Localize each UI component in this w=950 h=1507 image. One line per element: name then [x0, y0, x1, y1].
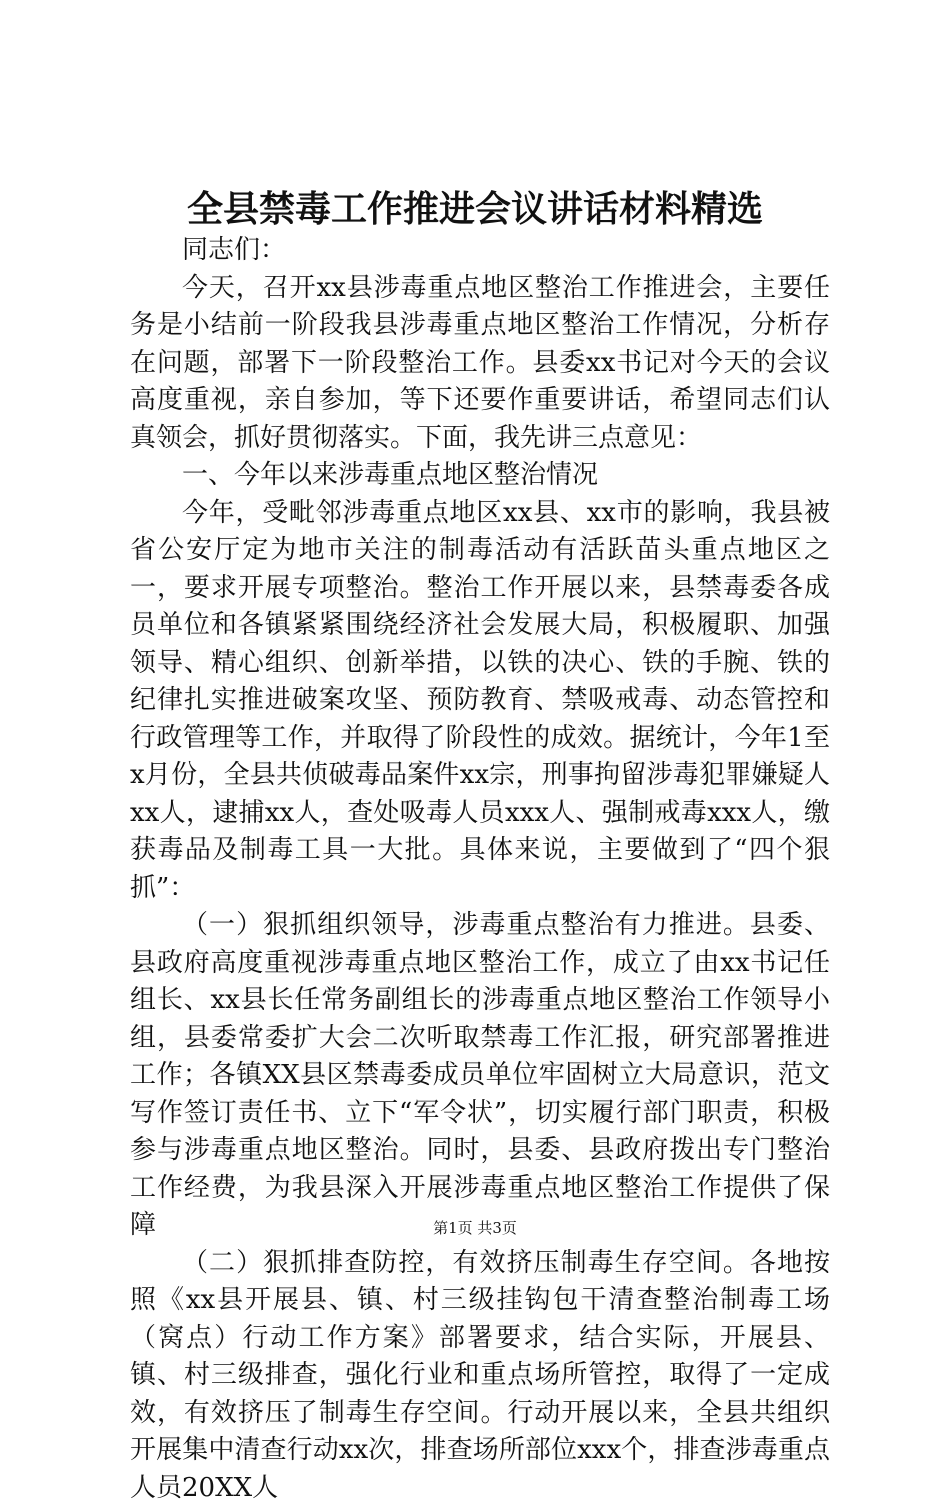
situation-paragraph: 今年，受毗邻涉毒重点地区xx县、xx市的影响，我县被省公安厅定为地市关注的制毒活动有活跃苗头重点地区之一，要求开展专项整治。整治工作开展以来，县禁毒委各成员单位和各镇紧紧围绕经济社会发展大局，积极履职、加强领导、精心组织、创新举措，以铁的决心、铁的手腕、铁的纪律扎实推进破案攻坚、预防教育、禁吸戒毒、动态管控和行政管理等工作，并取得了阶段性的成效。据统计，今年1至x月份，全县共侦破毒品案件xx宗，刑事拘留涉毒犯罪嫌疑人xx人，逮捕xx人，查处吸毒人员xxx人、强制戒毒xxx人，缴获毒品及制毒工具一大批。具体来说，主要做到了“四个狠抓”： — [130, 495, 830, 908]
item-one-paragraph: （一）狠抓组织领导，涉毒重点整治有力推进。县委、县政府高度重视涉毒重点地区整治工作，成立了由xx书记任组长、xx县长任常务副组长的涉毒重点地区整治工作领导小组，县委常委扩大会二次听取禁毒工作汇报，研究部署推进工作；各镇XX县区禁毒委成员单位牢固树立大局意识，范文写作签订责任书、立下“军令状”，切实履行部门职责，积极参与涉毒重点地区整治。同时，县委、县政府拨出专门整治工作经费，为我县深入开展涉毒重点地区整治工作提供了保障 — [130, 907, 830, 1245]
document-body — [130, 232, 830, 1507]
salutation-paragraph: 同志们： — [130, 232, 830, 270]
page-footer: 第1页 共3页 — [0, 1217, 950, 1239]
intro-paragraph: 今天，召开xx县涉毒重点地区整治工作推进会，主要任务是小结前一阶段我县涉毒重点地区整治工作情况，分析存在问题，部署下一阶段整治工作。县委xx书记对今天的会议高度重视，亲自参加，等下还要作重要讲话，希望同志们认真领会，抓好贯彻落实。下面，我先讲三点意见： — [130, 270, 830, 458]
section-heading: 一、今年以来涉毒重点地区整治情况 — [130, 457, 830, 495]
item-two-paragraph: （二）狠抓排查防控，有效挤压制毒生存空间。各地按照《xx县开展县、镇、村三级挂钩包干清查整治制毒工场（窝点）行动工作方案》部署要求，结合实际，开展县、镇、村三级排查，强化行业和重点场所管控，取得了一定成效，有效挤压了制毒生存空间。行动开展以来，全县共组织开展集中清查行动xx次，排查场所部位xxx个，排查涉毒重点人员20XX人 — [130, 1245, 830, 1507]
document-title: 全县禁毒工作推进会议讲话材料精选 — [0, 184, 950, 234]
